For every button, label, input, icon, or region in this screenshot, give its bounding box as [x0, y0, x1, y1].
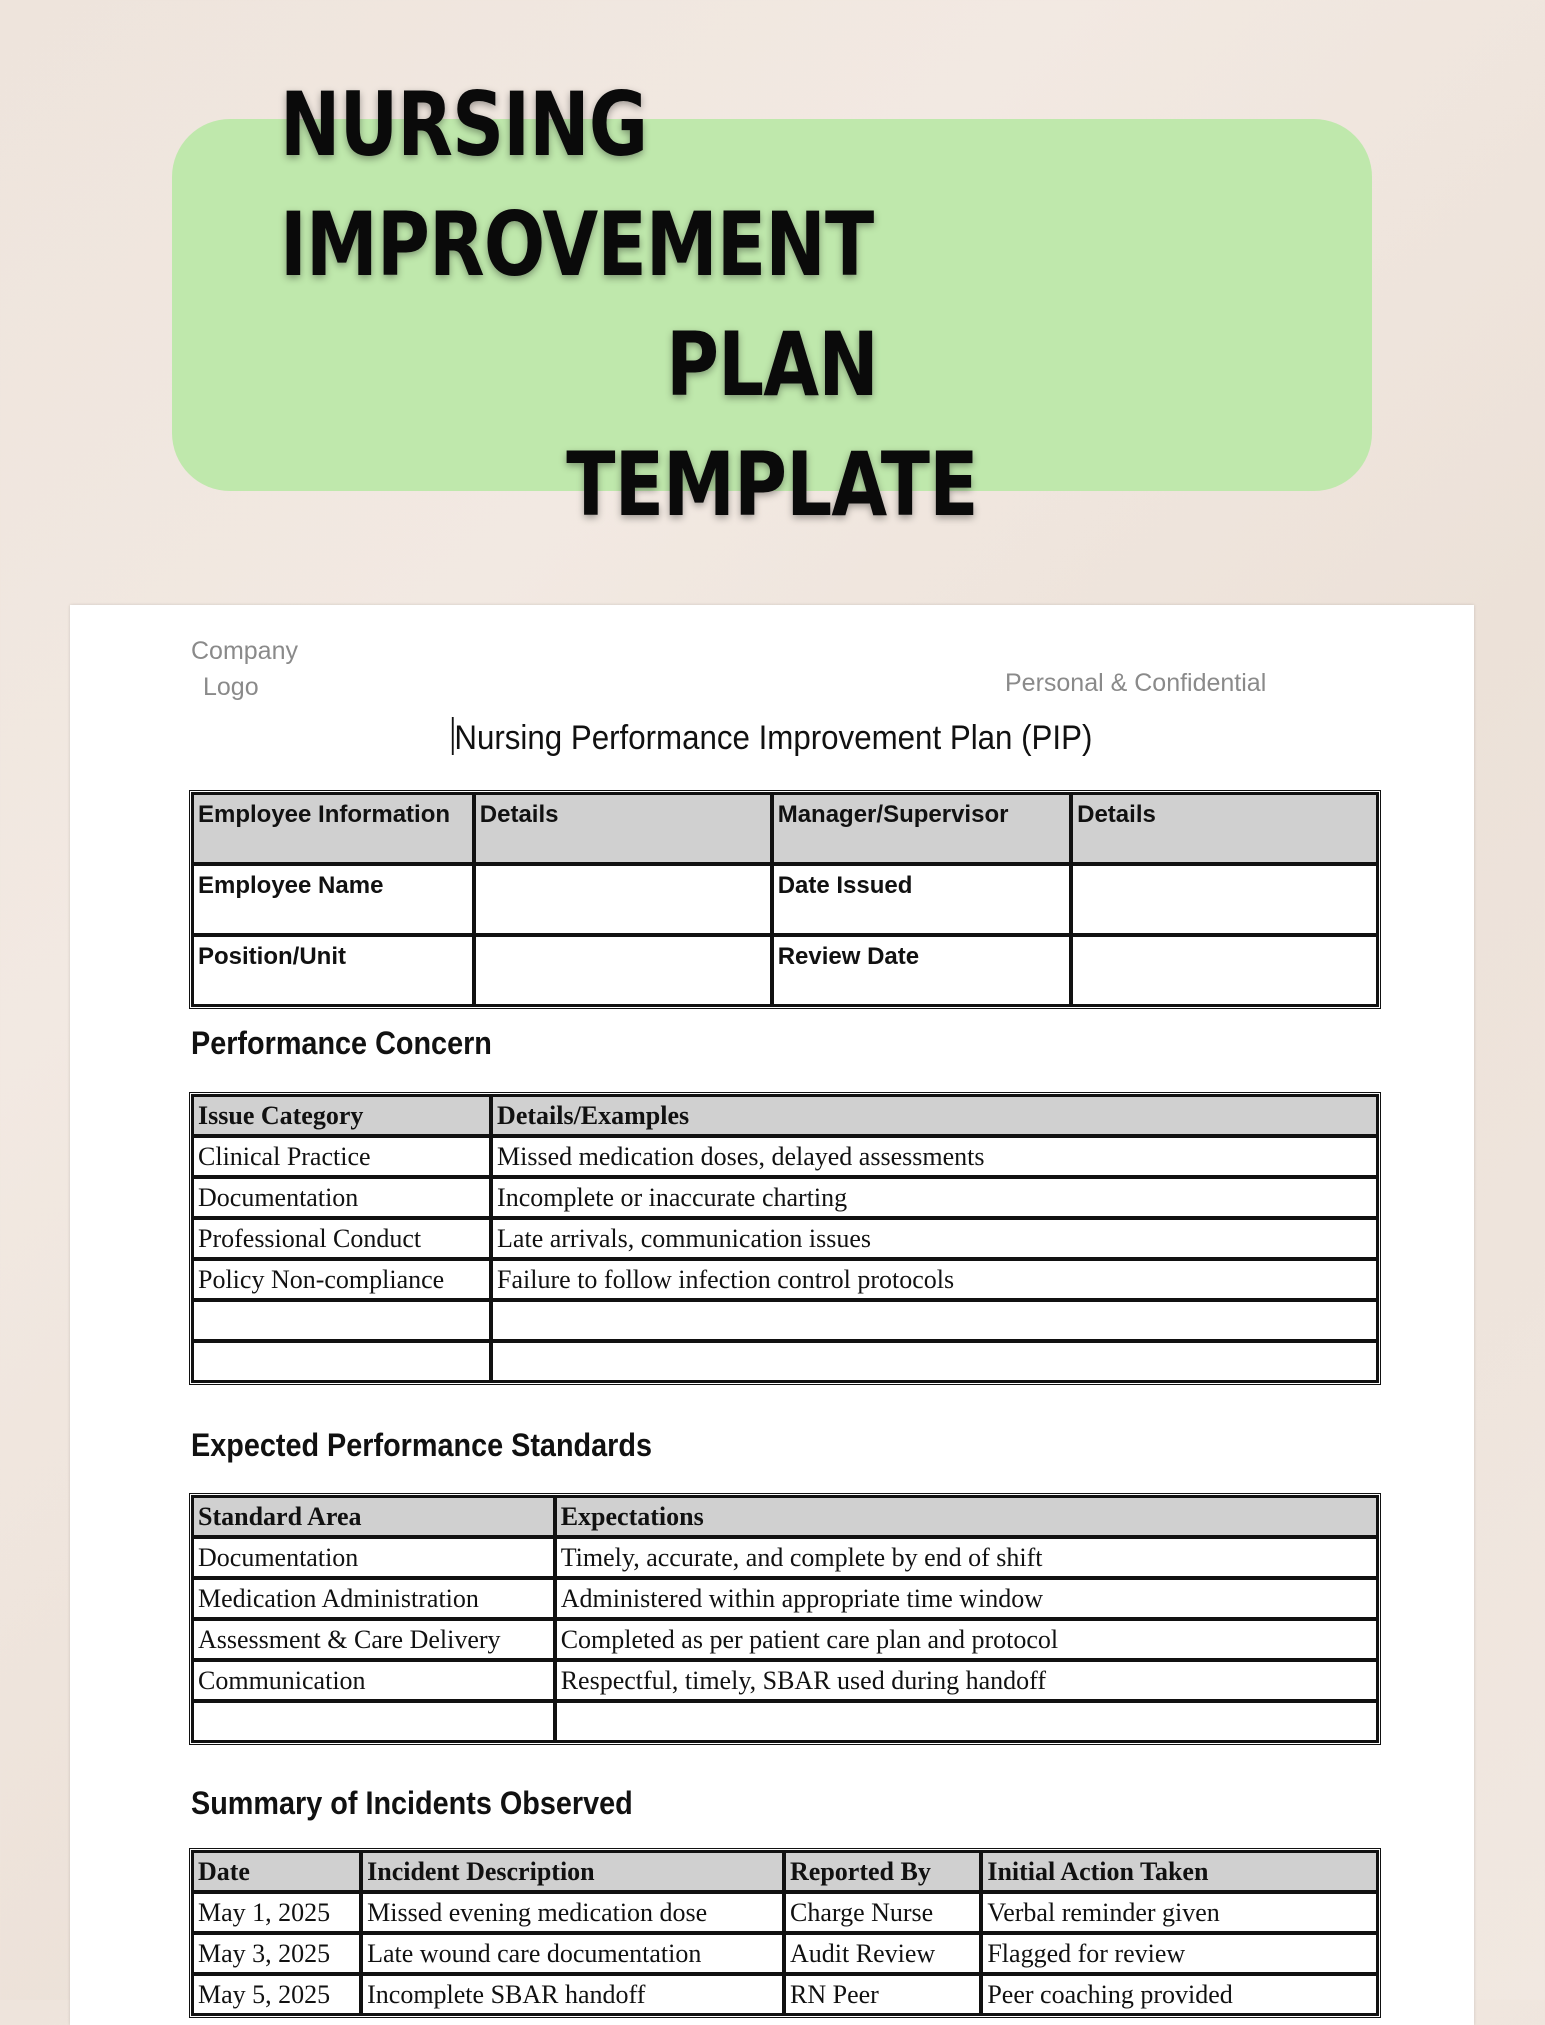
table-cell[interactable]: Professional Conduct [192, 1218, 491, 1259]
banner-title-line-1: NURSING IMPROVEMENT [280, 73, 874, 296]
header-cell: Initial Action Taken [981, 1851, 1378, 1892]
table-row [192, 1933, 1378, 1974]
header-cell: Expectations [555, 1496, 1378, 1537]
field-label: Review Date [772, 935, 1071, 1006]
employee-info-table [189, 790, 1381, 1009]
table-cell[interactable]: Flagged for review [981, 1933, 1378, 1974]
table-cell[interactable]: Late arrivals, communication issues [491, 1218, 1378, 1259]
table-cell[interactable]: Charge Nurse [784, 1892, 981, 1933]
header-cell: Date [192, 1851, 361, 1892]
logo-line-2: Logo [203, 673, 259, 701]
header-cell: Issue Category [192, 1095, 491, 1136]
table-header-row [192, 793, 1378, 864]
table-cell[interactable]: Medication Administration [192, 1578, 555, 1619]
document-page [70, 605, 1474, 2025]
table-cell[interactable]: Late wound care documentation [361, 1933, 784, 1974]
table-cell[interactable] [192, 1701, 555, 1742]
table-row [192, 1259, 1378, 1300]
table-cell[interactable]: Policy Non-compliance [192, 1259, 491, 1300]
table-cell[interactable] [555, 1701, 1378, 1742]
table-row [192, 1660, 1378, 1701]
document-title-wrap [126, 717, 1418, 758]
table-cell[interactable]: Verbal reminder given [981, 1892, 1378, 1933]
table-cell[interactable]: Missed evening medication dose [361, 1892, 784, 1933]
review-date-field[interactable] [1071, 935, 1378, 1006]
table-row [192, 1177, 1378, 1218]
table-cell[interactable]: RN Peer [784, 1974, 981, 2015]
section-heading-performance-concern: Performance Concern [191, 1025, 492, 1061]
section-heading-incidents: Summary of Incidents Observed [191, 1785, 633, 1821]
table-cell[interactable]: Completed as per patient care plan and protocol [555, 1619, 1378, 1660]
table-cell[interactable]: Failure to follow infection control protocols [491, 1259, 1378, 1300]
text-cursor [452, 717, 454, 755]
table-cell[interactable]: Assessment & Care Delivery [192, 1619, 555, 1660]
position-unit-field[interactable] [474, 935, 772, 1006]
employee-name-field[interactable] [474, 864, 772, 935]
header-cell: Standard Area [192, 1496, 555, 1537]
table-cell[interactable]: May 3, 2025 [192, 1933, 361, 1974]
table-row [192, 1300, 1378, 1341]
header-cell: Reported By [784, 1851, 981, 1892]
table-cell[interactable]: Peer coaching provided [981, 1974, 1378, 2015]
table-cell[interactable]: Communication [192, 1660, 555, 1701]
table-row [192, 1578, 1378, 1619]
table-row [192, 1892, 1378, 1933]
section-heading-standards: Expected Performance Standards [191, 1427, 652, 1463]
table-cell[interactable]: Incomplete or inaccurate charting [491, 1177, 1378, 1218]
banner-title-line-2: PLAN [666, 313, 878, 416]
table-row [192, 1537, 1378, 1578]
table-header-row [192, 1851, 1378, 1892]
table-row [192, 1218, 1378, 1259]
field-label: Position/Unit [192, 935, 474, 1006]
header-cell: Manager/Supervisor [772, 793, 1071, 864]
logo-line-1: Company [191, 637, 298, 665]
table-row [192, 935, 1378, 1006]
performance-standards-table [189, 1493, 1381, 1745]
document-title[interactable]: Nursing Performance Improvement Plan (PIP) [454, 719, 1093, 757]
table-cell[interactable] [192, 1341, 491, 1382]
table-cell[interactable]: Administered within appropriate time window [555, 1578, 1378, 1619]
header-cell: Details [474, 793, 772, 864]
table-row [192, 1701, 1378, 1742]
banner-title [280, 73, 1264, 536]
header-cell: Employee Information [192, 793, 474, 864]
header-cell: Incident Description [361, 1851, 784, 1892]
table-cell[interactable]: Respectful, timely, SBAR used during handoff [555, 1660, 1378, 1701]
header-cell: Details/Examples [491, 1095, 1378, 1136]
field-label: Employee Name [192, 864, 474, 935]
date-issued-field[interactable] [1071, 864, 1378, 935]
banner-title-line-3: TEMPLATE [566, 433, 978, 536]
table-cell[interactable]: Timely, accurate, and complete by end of shift [555, 1537, 1378, 1578]
header-cell: Details [1071, 793, 1378, 864]
table-header-row [192, 1496, 1378, 1537]
performance-concern-table [189, 1092, 1381, 1385]
table-header-row [192, 1095, 1378, 1136]
table-row [192, 1974, 1378, 2015]
field-label: Date Issued [772, 864, 1071, 935]
table-cell[interactable]: May 5, 2025 [192, 1974, 361, 2015]
confidential-label: Personal & Confidential [1005, 669, 1267, 697]
table-cell[interactable] [491, 1341, 1378, 1382]
table-row [192, 1619, 1378, 1660]
table-row [192, 864, 1378, 935]
table-row [192, 1341, 1378, 1382]
table-cell[interactable]: Missed medication doses, delayed assessments [491, 1136, 1378, 1177]
company-logo-placeholder [191, 633, 298, 705]
table-cell[interactable] [491, 1300, 1378, 1341]
table-cell[interactable]: Incomplete SBAR handoff [361, 1974, 784, 2015]
table-cell[interactable]: Audit Review [784, 1933, 981, 1974]
table-cell[interactable]: Documentation [192, 1177, 491, 1218]
table-cell[interactable]: Clinical Practice [192, 1136, 491, 1177]
incidents-table [189, 1848, 1381, 2018]
title-banner [172, 73, 1372, 536]
table-cell[interactable] [192, 1300, 491, 1341]
table-cell[interactable]: Documentation [192, 1537, 555, 1578]
table-cell[interactable]: May 1, 2025 [192, 1892, 361, 1933]
table-row [192, 1136, 1378, 1177]
